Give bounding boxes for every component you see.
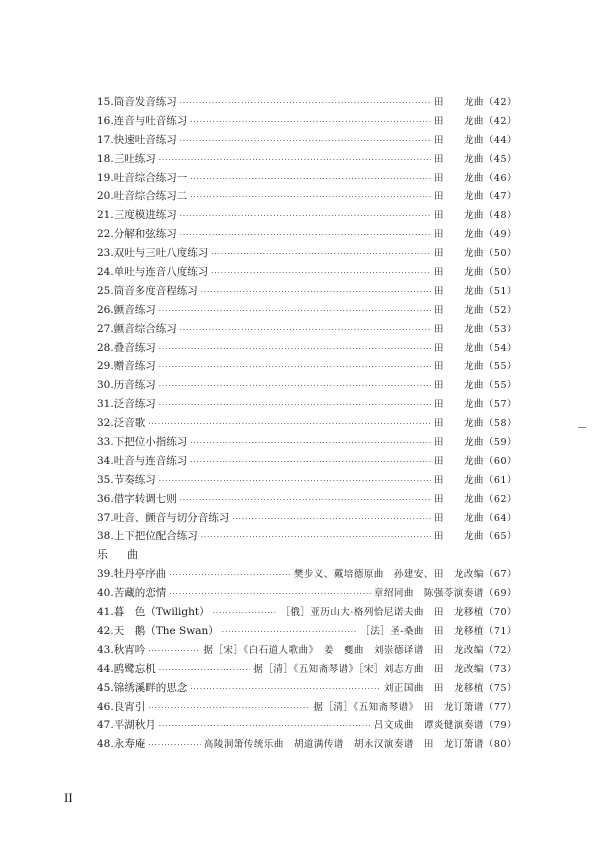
toc-entry[interactable] [97,716,517,735]
entry-title: 30.历音练习 [97,379,156,392]
dot-leader [180,321,431,340]
entry-title: 38.上下把位配合练习 [97,530,198,543]
dot-leader [201,283,431,302]
entry-credit: 田 龙曲（60） [433,455,517,467]
dot-leader [180,226,431,245]
toc-entry[interactable] [97,131,517,150]
toc-entry[interactable] [97,414,517,433]
toc-entry[interactable] [97,698,517,717]
dot-leader [159,396,431,415]
entry-credit: 田 龙曲（45） [433,153,517,165]
entry-credit: 田 龙曲（42） [433,97,517,108]
dot-leader [190,434,431,453]
toc-entry[interactable] [97,603,517,622]
entry-credit: 田 龙曲（48） [433,210,517,222]
dot-leader [190,188,431,207]
toc-entry[interactable] [97,225,517,244]
toc-entry[interactable] [97,452,517,471]
entry-title: 48.永寿庵 [97,738,146,751]
entry-title: 17.快速吐音练习 [97,133,177,146]
toc-entry[interactable] [97,339,517,358]
entry-title: 23.双吐与三吐八度练习 [97,247,209,260]
toc-entry[interactable] [97,509,517,528]
entry-title: 35.节奏练习 [97,473,156,486]
entry-credit: 田 龙曲（52） [433,304,517,316]
entry-title: 41.暮 色（Twilight） [97,606,210,619]
toc-entry[interactable] [97,641,517,660]
entry-title: 24.单吐与连音八度练习 [97,266,209,279]
toc-entry[interactable] [97,565,517,584]
dot-leader [180,491,431,510]
margin-mark [578,427,586,428]
page-number: II [64,790,73,805]
entry-credit: 田 龙曲（50） [433,267,517,279]
entry-credit: 樊步义、戴培德原曲 孙建安、田 龙改编（67） [293,569,517,581]
exercise-list [97,93,517,546]
entry-credit: 田 龙曲（42） [433,115,517,127]
entry-title: 33.下把位小指练习 [97,436,188,449]
entry-title: 39.牡丹亭序曲 [97,568,167,581]
toc-entry[interactable] [97,490,517,509]
entry-title: 16.连音与吐音练习 [97,114,188,127]
entry-title: 37.吐音、颤音与切分音练习 [97,511,230,524]
dot-leader [211,264,431,283]
dot-leader [211,245,431,264]
dot-leader [159,340,431,359]
toc-entry[interactable] [97,150,517,169]
entry-credit: 田 龙曲（58） [433,418,517,430]
toc-entry[interactable] [97,301,517,320]
dot-leader [201,528,431,547]
toc-entry[interactable] [97,282,517,301]
entry-title: 36.借字转调七则 [97,492,177,505]
entry-credit: 田 龙曲（46） [433,172,517,184]
toc-entry[interactable] [97,263,517,282]
entry-title: 18.三吐练习 [97,152,156,165]
dot-leader [148,736,201,755]
toc-entry[interactable] [97,357,517,376]
entry-title: 45.锦绣溪畔的思念 [97,681,188,694]
entry-credit: 田 龙曲（64） [433,512,517,524]
toc-entry[interactable] [97,244,517,263]
entry-title: 20.吐音综合练习二 [97,190,188,203]
entry-credit: 田 龙曲（54） [433,342,517,354]
entry-title: 27.颤音综合练习 [97,322,177,335]
toc-entry[interactable] [97,112,517,131]
dot-leader [159,151,431,170]
dot-leader [159,302,431,321]
toc-entry[interactable] [97,622,517,641]
entry-title: 34.吐音与连音练习 [97,454,188,467]
entry-credit: 据［宋］《白石道人歌曲》 姜 夔曲 刘崇德译谱 田 龙改编（72） [203,644,517,656]
entry-title: 32.泛音歌 [97,417,146,430]
entry-title: 43.秋宵吟 [97,643,146,656]
dot-leader [159,717,371,736]
entry-title: 42.天 鹅（The Swan） [97,624,219,637]
entry-title: 15.筒音发音练习 [97,96,177,108]
toc-entry[interactable] [97,206,517,225]
entry-title: 19.吐音综合练习一 [97,171,188,184]
toc-entry[interactable] [97,433,517,452]
table-of-contents [97,93,517,754]
toc-entry[interactable] [97,660,517,679]
toc-entry[interactable] [97,679,517,698]
dot-leader [148,642,200,661]
entry-credit: 田 龙曲（49） [433,229,517,241]
entry-credit: 田 龙曲（51） [433,285,517,297]
dot-leader [180,94,431,113]
entry-credit: 田 龙曲（59） [433,437,517,449]
toc-entry[interactable] [97,471,517,490]
toc-entry[interactable] [97,527,517,546]
toc-entry[interactable] [97,187,517,206]
entry-credit: 田 龙曲（55） [433,380,517,392]
dot-leader [213,604,278,623]
entry-credit: 刘正国曲 田 龙移植（75） [383,682,517,694]
entry-credit: 高陵洞箫传统乐曲 胡道满传谱 胡永汉演奏谱 田 龙订箫谱（80） [203,739,517,751]
entry-title: 40.苦藏的恋情 [97,587,167,600]
entry-credit: 田 龙曲（62） [433,493,517,505]
entry-credit: 田 龙曲（65） [433,531,517,543]
toc-entry[interactable] [97,376,517,395]
entry-credit: 田 龙曲（55） [433,361,517,373]
dot-leader [190,453,431,472]
dot-leader [180,207,431,226]
entry-credit: 田 龙曲（57） [433,399,517,411]
entry-title: 47.平湖秋月 [97,719,156,732]
entry-title: 22.分解和弦练习 [97,228,177,241]
dot-leader [232,510,431,529]
dot-leader [159,358,431,377]
entry-title: 29.赠音练习 [97,360,156,373]
entry-credit: 据［清］《五知斋琴谱》［宋］刘志方曲 田 龙改编（73） [253,663,517,675]
entry-credit: 田 龙曲（47） [433,191,517,203]
dot-leader [190,170,431,189]
entry-title: 21.三度模进练习 [97,209,177,222]
toc-entry[interactable] [97,169,517,188]
dot-leader [222,623,357,642]
dot-leader [148,415,431,434]
toc-entry[interactable] [97,395,517,414]
entry-credit: 吕文成曲 谭炎健演奏谱（79） [373,720,517,732]
dot-leader [159,472,431,491]
entry-credit: ［法］圣-桑曲 田 龙移植（71） [360,625,517,637]
entry-title: 25.筒音多度音程练习 [97,284,198,297]
dot-leader [169,566,291,585]
toc-entry[interactable] [97,93,517,112]
entry-credit: 田 龙曲（61） [433,474,517,486]
entry-title: 44.鸥鹭忘机 [97,662,156,675]
dot-leader [190,680,381,699]
piece-list [97,565,517,754]
entry-title: 46.良宵引 [97,700,146,713]
entry-title: 26.颤音练习 [97,303,156,316]
entry-credit: 田 龙曲（53） [433,323,517,335]
toc-entry[interactable] [97,584,517,603]
dot-leader [190,113,431,132]
entry-title: 28.叠音练习 [97,341,156,354]
dot-leader [169,585,371,604]
dot-leader [159,377,431,396]
dot-leader [180,132,431,151]
section-heading: 乐 曲 [97,548,142,562]
entry-credit: 田 龙曲（44） [433,134,517,146]
toc-entry[interactable] [97,735,517,754]
entry-credit: ［俄］亚历山大·格列恰尼诺夫曲 田 龙移植（70） [280,607,517,619]
entry-credit: 据［清］《五知斋琴谱》 田 龙订箫谱（77） [313,701,517,713]
dot-leader [159,661,251,680]
entry-title: 31.泛音练习 [97,398,156,411]
entry-credit: 章绍同曲 陈强苓演奏谱（69） [373,588,517,600]
entry-credit: 田 龙曲（50） [433,248,517,260]
dot-leader [148,699,310,718]
toc-entry[interactable] [97,320,517,339]
